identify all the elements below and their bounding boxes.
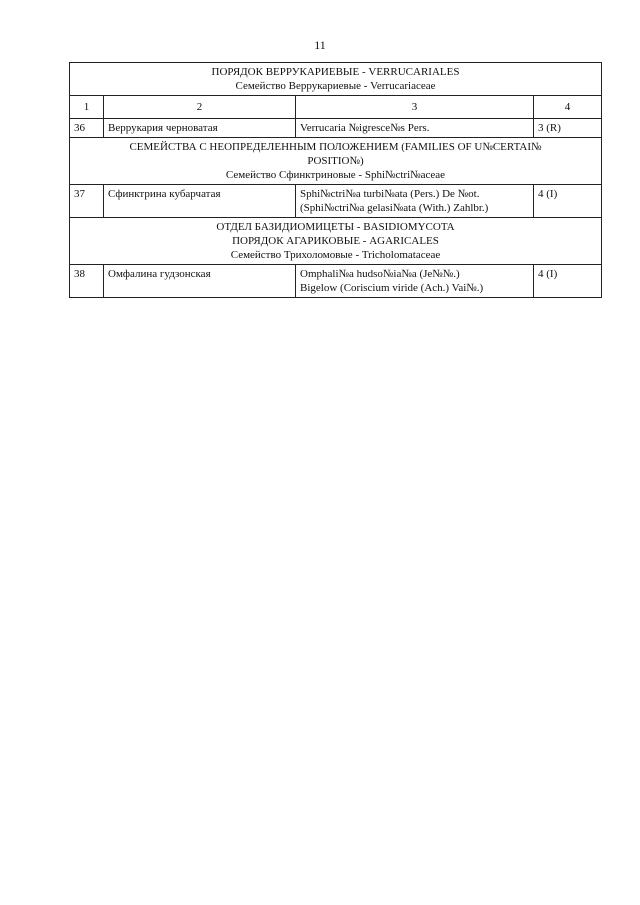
latin-name-line: Verrucaria №igresce№s Pers. [300, 122, 430, 134]
category: 4 (I) [534, 265, 602, 298]
section-heading-line: ПОРЯДОК АГАРИКОВЫЕ - AGARICALES [232, 235, 439, 247]
section-heading-line: Семейство Веррукариевые - Verrucariaceae [235, 80, 436, 92]
section-heading-line: СЕМЕЙСТВА С НЕОПРЕДЕЛЕННЫМ ПОЛОЖЕНИЕМ (FAMILIES OF U№CERTAI№ [129, 141, 542, 153]
russian-name: Омфалина гудзонская [104, 265, 296, 298]
row-number: 38 [70, 265, 104, 298]
russian-name: Сфинктрина кубарчатая [104, 185, 296, 218]
column-header-2: 2 [104, 96, 296, 119]
section-heading-line: Семейство Сфинктриновые - Sphi№ctri№aceae [225, 169, 446, 181]
category: 3 (R) [534, 119, 602, 138]
russian-name: Веррукария черноватая [104, 119, 296, 138]
section-heading [70, 63, 602, 96]
category: 4 (I) [534, 185, 602, 218]
column-header-3: 3 [296, 96, 534, 119]
section-heading-line: POSITIO№) [307, 155, 364, 167]
latin-name-line: Sphi№ctri№a turbi№ata (Pers.) De №ot. [300, 188, 480, 200]
latin-name-line: Bigelow (Coriscium viride (Ach.) Vai№.) [300, 282, 484, 294]
column-header-4: 4 [534, 96, 602, 119]
column-header-1: 1 [70, 96, 104, 119]
table-row [70, 265, 602, 298]
red-book-table [69, 62, 602, 298]
section-heading [70, 138, 602, 185]
section-heading [70, 218, 602, 265]
section-heading-row [70, 218, 602, 265]
row-number: 37 [70, 185, 104, 218]
latin-name [296, 119, 534, 138]
section-heading-line: ОТДЕЛ БАЗИДИОМИЦЕТЫ - BASIDIOMYCOTA [216, 221, 455, 233]
page-number: 11 [314, 38, 326, 52]
latin-name [296, 185, 534, 218]
section-heading-line: ПОРЯДОК ВЕРРУКАРИЕВЫЕ - VERRUCARIALES [211, 66, 460, 78]
row-number: 36 [70, 119, 104, 138]
table-row [70, 185, 602, 218]
section-heading-line: Семейство Трихоломовые - Tricholomataceae [230, 249, 441, 261]
table-row [70, 119, 602, 138]
section-heading-row [70, 138, 602, 185]
latin-name [296, 265, 534, 298]
column-number-row [70, 96, 602, 119]
section-heading-row [70, 63, 602, 96]
latin-name-line: Omphali№a hudso№ia№a (Je№№.) [300, 268, 460, 280]
latin-name-line: (Sphi№ctri№a gelasi№ata (With.) Zahlbr.) [300, 202, 489, 214]
